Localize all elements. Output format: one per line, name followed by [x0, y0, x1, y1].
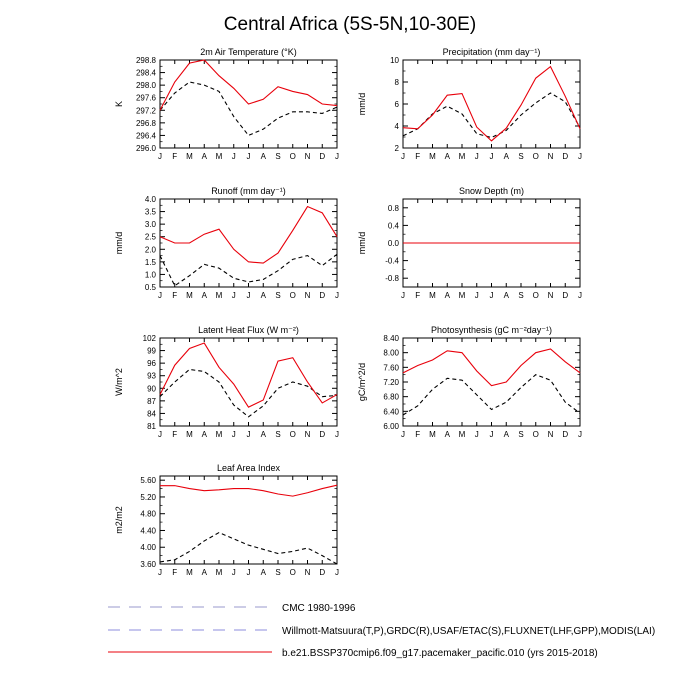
x-tick-label: J	[158, 430, 162, 439]
x-tick-label: J	[578, 430, 582, 439]
plot-frame	[160, 476, 337, 564]
y-tick-label: 7.60	[383, 363, 399, 373]
x-tick-label: J	[231, 568, 236, 577]
y-tick-label: 0.5	[144, 283, 156, 292]
y-tick-label: 102	[142, 334, 156, 343]
y-axis-label: mm/d	[114, 231, 124, 255]
panel-5	[114, 325, 339, 439]
x-tick-label: N	[304, 152, 311, 161]
x-tick-label: J	[401, 291, 405, 300]
x-tick-label: J	[474, 430, 479, 439]
x-tick-label: A	[503, 152, 509, 161]
x-tick-label: M	[186, 291, 193, 300]
x-tick-label: J	[401, 152, 405, 161]
x-tick-label: N	[304, 430, 311, 439]
x-tick-label: J	[231, 291, 236, 300]
series-line-model	[403, 67, 580, 141]
y-tick-label: 87	[147, 396, 156, 406]
panel-title: 2m Air Temperature (°K)	[200, 47, 297, 57]
panel-3	[114, 186, 339, 300]
x-tick-label: F	[172, 568, 178, 577]
y-tick-label: 4.40	[140, 526, 156, 536]
y-axis-label: m2/m2	[114, 506, 124, 534]
x-tick-label: O	[532, 291, 539, 300]
series-line-observations	[160, 82, 337, 135]
x-tick-label: A	[260, 430, 266, 439]
figure-title: Central Africa (5S-5N,10-30E)	[223, 14, 477, 35]
y-tick-label: 8.40	[383, 334, 399, 343]
y-axis-label: mm/d	[357, 92, 367, 116]
y-tick-label: 4.0	[144, 195, 156, 204]
legend-label-1: CMC 1980-1996	[282, 603, 356, 614]
y-tick-label: 1.5	[144, 257, 156, 267]
x-tick-label: J	[335, 152, 339, 161]
x-tick-label: A	[201, 430, 207, 439]
legend-label-2: Willmott-Matsuura(T,P),GRDC(R),USAF/ETAC(S),FLUXNET(LHF,GPP),MODIS(LAI)	[282, 626, 656, 637]
x-tick-label: F	[172, 291, 178, 300]
y-axis-label: W/m^2	[114, 368, 124, 396]
y-tick-label: 8.00	[383, 348, 399, 358]
x-tick-label: J	[578, 291, 582, 300]
x-tick-label: J	[246, 152, 251, 161]
x-tick-label: D	[319, 568, 326, 577]
x-tick-label: J	[489, 152, 494, 161]
y-axis-label: mm/d	[357, 231, 367, 255]
x-tick-label: J	[474, 291, 479, 300]
x-tick-label: O	[532, 430, 539, 439]
x-tick-label: O	[289, 430, 296, 439]
y-tick-label: 298.0	[135, 81, 156, 91]
series-line-model	[160, 60, 337, 110]
x-tick-label: O	[289, 568, 296, 577]
x-tick-label: A	[201, 568, 207, 577]
x-tick-label: M	[458, 291, 466, 300]
y-tick-label: 0.0	[387, 239, 399, 248]
x-tick-label: A	[201, 291, 207, 300]
x-tick-label: J	[231, 430, 236, 439]
y-axis-label: gC/m^2/d	[357, 362, 367, 402]
x-tick-label: A	[444, 291, 450, 300]
x-tick-label: S	[518, 430, 524, 439]
panel-7	[114, 463, 339, 577]
x-tick-label: N	[547, 430, 554, 439]
x-tick-label: S	[518, 152, 524, 161]
y-tick-label: 298.4	[135, 68, 156, 78]
x-tick-label: J	[401, 430, 405, 439]
x-tick-label: J	[578, 152, 582, 161]
y-tick-label: 4.00	[140, 543, 156, 553]
x-tick-label: J	[489, 291, 494, 300]
panel-title: Precipitation (mm day⁻¹)	[442, 47, 541, 57]
y-tick-label: 298.8	[135, 56, 156, 65]
series-line-model	[160, 207, 337, 264]
x-tick-label: M	[429, 152, 436, 161]
panel-4	[357, 186, 582, 300]
x-tick-label: F	[415, 152, 421, 161]
series-line-observations	[160, 369, 337, 416]
x-tick-label: A	[260, 291, 266, 300]
panel-1	[114, 47, 339, 161]
series-line-observations	[160, 533, 337, 564]
x-tick-label: S	[518, 291, 524, 300]
y-tick-label: 6.00	[383, 422, 399, 431]
y-tick-label: 297.6	[135, 93, 156, 103]
x-tick-label: M	[215, 568, 223, 577]
x-tick-label: D	[319, 152, 326, 161]
x-tick-label: M	[215, 152, 223, 161]
y-tick-label: 296.8	[135, 118, 156, 128]
x-tick-label: J	[489, 430, 494, 439]
x-tick-label: M	[458, 152, 466, 161]
panel-title: Leaf Area Index	[216, 463, 281, 473]
x-tick-label: M	[215, 291, 223, 300]
x-tick-label: D	[562, 291, 569, 300]
y-tick-label: 297.2	[135, 106, 156, 116]
y-tick-label: 7.20	[383, 378, 399, 387]
y-tick-label: 2.0	[144, 245, 156, 255]
y-tick-label: 6	[394, 100, 399, 109]
x-tick-label: S	[275, 152, 281, 161]
x-tick-label: A	[260, 152, 266, 161]
x-tick-label: M	[186, 568, 193, 577]
series-line-model	[160, 343, 337, 407]
y-tick-label: 1.0	[144, 270, 156, 280]
x-tick-label: J	[246, 291, 251, 300]
y-tick-label: 81	[147, 422, 156, 431]
x-tick-label: M	[429, 430, 436, 439]
x-tick-label: S	[275, 568, 281, 577]
x-tick-label: F	[415, 291, 421, 300]
y-tick-label: 4.80	[140, 509, 156, 519]
y-tick-label: 0.4	[387, 221, 399, 231]
x-tick-label: D	[562, 152, 569, 161]
y-tick-label: 93	[147, 371, 156, 381]
x-tick-label: S	[275, 291, 281, 300]
panel-6	[357, 325, 582, 439]
legend	[108, 603, 655, 659]
x-tick-label: N	[304, 568, 311, 577]
y-tick-label: 3.0	[144, 220, 156, 230]
y-axis-label: K	[114, 100, 124, 108]
legend-label-3: b.e21.BSSP370cmip6.f09_g17.pacemaker_pacific.010 (yrs 2015-2018)	[282, 648, 598, 659]
y-tick-label: 84	[147, 409, 156, 419]
y-tick-label: 6.40	[383, 407, 399, 417]
y-tick-label: 2.5	[144, 232, 156, 242]
panel-title: Snow Depth (m)	[458, 186, 525, 196]
x-tick-label: D	[319, 430, 326, 439]
series-line-observations	[403, 93, 580, 138]
x-tick-label: A	[503, 430, 509, 439]
y-tick-label: 296.4	[135, 131, 156, 141]
y-tick-label: 90	[147, 384, 156, 394]
panels	[114, 47, 582, 577]
panel-title: Runoff (mm day⁻¹)	[211, 186, 286, 196]
x-tick-label: O	[289, 291, 296, 300]
x-tick-label: J	[231, 152, 236, 161]
x-tick-label: J	[335, 568, 339, 577]
y-tick-label: 4	[394, 122, 399, 131]
x-tick-label: A	[444, 430, 450, 439]
y-tick-label: 10	[390, 56, 399, 65]
x-tick-label: N	[304, 291, 311, 300]
x-tick-label: O	[289, 152, 296, 161]
x-tick-label: J	[246, 568, 251, 577]
x-tick-label: A	[503, 291, 509, 300]
x-tick-label: J	[158, 152, 162, 161]
x-tick-label: M	[186, 430, 193, 439]
panel-2	[357, 47, 582, 161]
y-tick-label: 5.60	[140, 476, 156, 486]
x-tick-label: M	[458, 430, 466, 439]
x-tick-label: J	[474, 152, 479, 161]
panel-title: Photosynthesis (gC m⁻²day⁻¹)	[430, 325, 553, 335]
x-tick-label: J	[335, 291, 339, 300]
x-tick-label: S	[275, 430, 281, 439]
y-tick-label: 96	[147, 359, 156, 369]
x-tick-label: D	[562, 430, 569, 439]
x-tick-label: A	[444, 152, 450, 161]
y-tick-label: -0.8	[385, 274, 399, 284]
x-tick-label: D	[319, 291, 326, 300]
series-line-model	[403, 349, 580, 386]
y-tick-label: 6.80	[383, 392, 399, 402]
x-tick-label: O	[532, 152, 539, 161]
x-tick-label: J	[246, 430, 251, 439]
y-tick-label: 0.8	[387, 203, 399, 213]
x-tick-label: N	[547, 152, 554, 161]
series-line-model	[160, 485, 337, 496]
x-tick-label: F	[172, 430, 178, 439]
x-tick-label: J	[158, 291, 162, 300]
x-tick-label: M	[186, 152, 193, 161]
y-tick-label: 296.0	[135, 144, 156, 153]
y-tick-label: 99	[147, 346, 156, 356]
y-tick-label: 2	[394, 144, 399, 153]
x-tick-label: F	[415, 430, 421, 439]
x-tick-label: N	[547, 291, 554, 300]
y-tick-label: 5.20	[140, 492, 156, 502]
x-tick-label: A	[201, 152, 207, 161]
x-tick-label: M	[429, 291, 436, 300]
x-tick-label: A	[260, 568, 266, 577]
series-line-observations	[403, 375, 580, 415]
y-tick-label: 3.60	[140, 560, 156, 569]
panel-title: Latent Heat Flux (W m⁻²)	[198, 325, 299, 335]
y-tick-label: 8	[394, 78, 399, 87]
y-tick-label: 3.5	[144, 207, 156, 217]
x-tick-label: F	[172, 152, 178, 161]
x-tick-label: M	[215, 430, 223, 439]
x-tick-label: J	[158, 568, 162, 577]
y-tick-label: -0.4	[385, 256, 399, 266]
x-tick-label: J	[335, 430, 339, 439]
series-line-observations	[160, 254, 337, 285]
